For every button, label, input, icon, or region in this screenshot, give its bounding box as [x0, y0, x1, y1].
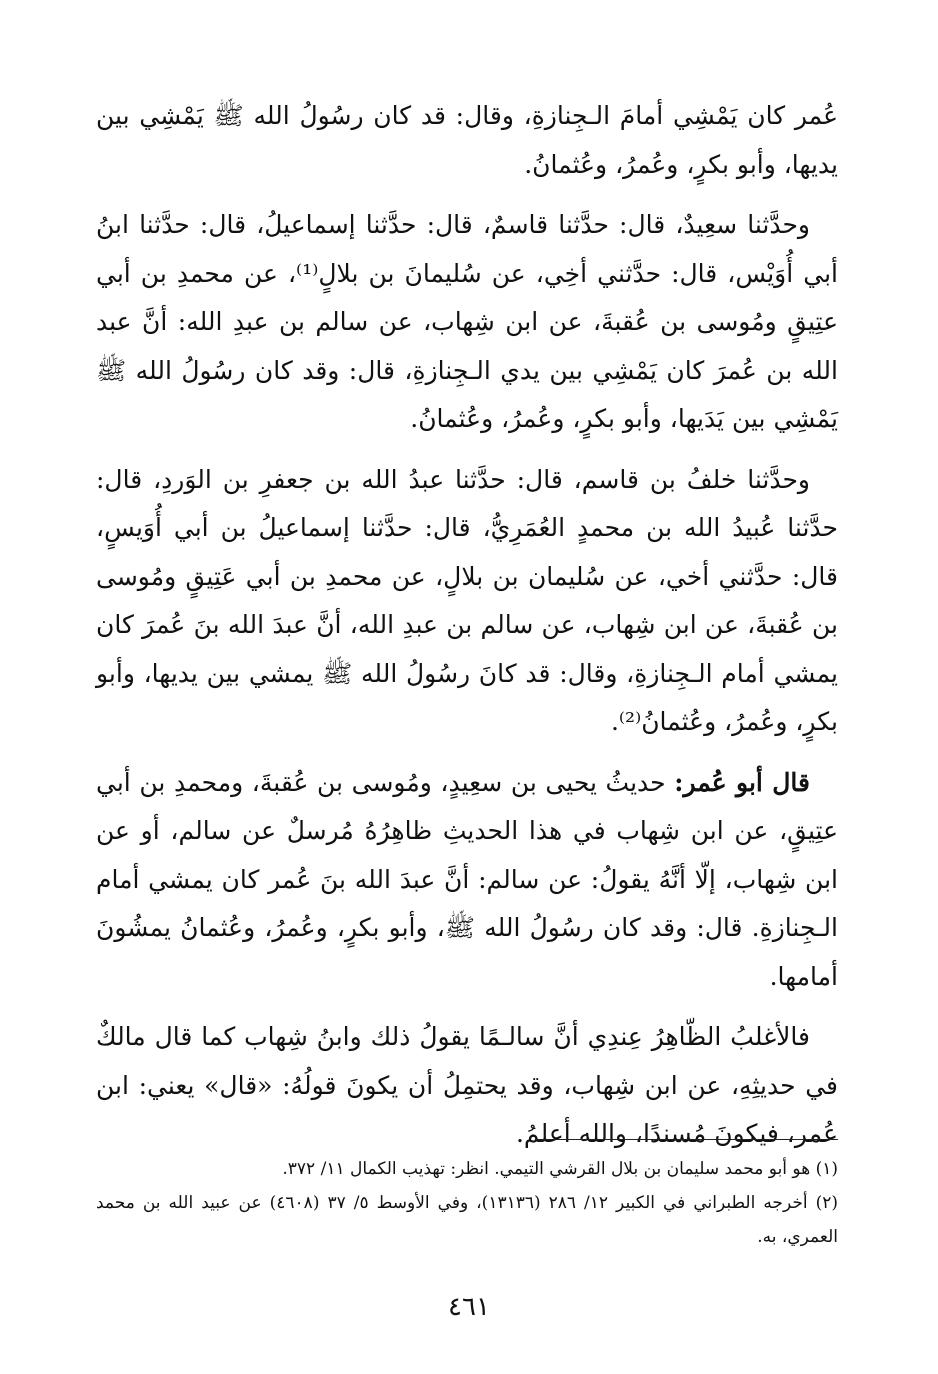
closing-paragraph: فالأغلبُ الظّاهِرُ عِندِي أنَّ سالـمًا يقولُ ذلك وابنُ شِهاب كما قال مالكٌ في حديثِهِ، عن ابن شِهاب، وقد يحتمِلُ أن يكونَ قولُهُ: «قال» يعني: ابن عُمر، فيكونَ مُسندًا، والله أعلمُ.: [96, 1022, 838, 1148]
body-paragraph-1: عُمر كان يَمْشِي أمامَ الـجِنازةِ، وقال: قد كان رسُولُ الله ﷺ يَمْشِي بين يديها، وأبو بكرٍ، وعُمرُ، وعُثمانُ.: [96, 101, 838, 179]
footnotes: [96, 1152, 838, 1254]
commentary-lead: قال أبو عُمر:: [674, 767, 810, 797]
footnote-divider: [536, 1139, 838, 1140]
footnote-1: (١) هو أبو محمد سليمان بن بلال القرشي التيمي. انظر: تهذيب الكمال ١١/ ٣٧٢.: [282, 1159, 838, 1179]
footnote-2: (٢) أخرجه الطبراني في الكبير ١٢/ ٢٨٦ (١٣١٣٦)، وفي الأوسط ٥/ ٣٧ (٤٦٠٨) عن عبيد الله بن محمد العمري، به.: [96, 1193, 838, 1247]
commentary-paragraph: [96, 759, 838, 1002]
commentary-text: حديثُ يحيى بن سعِيدٍ، ومُوسى بن عُقبةَ، ومحمدِ بن أبي عتِيقٍ، عن ابن شِهاب في هذا الحديثِ ظاهِرُهُ مُرسلٌ عن سالم، أو عن ابن شِهاب، إلّا أنَّهُ يقولُ: عن سالم: أنَّ عبدَ الله بنَ عُمر كان يمشي أمام الـجِنازةِ. قال: وقد كان رسُولُ الله ﷺ، وأبو بكرٍ، وعُمرُ، وعُثمانُ يمشُونَ أمامها.: [96, 767, 838, 991]
body-paragraph-2: وحدَّثنا سعِيدٌ، قال: حدَّثنا قاسمٌ، قال: حدَّثنا إسماعيلُ، قال: حدَّثنا ابنُ أبي أُوَيْس، قال: حدَّثني أخِي، عن سُليمانَ بن بلالٍ⁽¹⁾، عن محمدِ بن أبي عتِيقٍ ومُوسى بن عُقبةَ، عن ابن شِهاب، عن سالم بن عبدِ الله: أنَّ عبد الله بن عُمرَ كان يَمْشِي بين يدي الـجِنازةِ، قال: وقد كان رسُولُ الله ﷺ يَمْشِي بين يَدَيها، وأبو بكرٍ، وعُمرُ، وعُثمانُ.: [96, 210, 838, 433]
page-body: [96, 92, 838, 1171]
page-number: ٤٦١: [448, 1292, 490, 1322]
body-paragraph-3: وحدَّثنا خلفُ بن قاسم، قال: حدَّثنا عبدُ الله بن جعفرِ بن الوَردِ، قال: حدَّثنا عُبيدُ الله بن محمدٍ العُمَرِيُّ، قال: حدَّثنا إسماعيلُ بن أبي أُوَيسٍ، قال: حدَّثني أخي، عن سُليمان بن بلالٍ، عن محمدِ بن أبي عَتِيقٍ ومُوسى بن عُقبةَ، عن ابن شِهاب، عن سالم بن عبدِ الله، أنَّ عبدَ الله بنَ عُمرَ كان يمشي أمام الـجِنازةِ، وقال: قد كانَ رسُولُ الله ﷺ يمشي بين يديها، وأبو بكرٍ، وعُمرُ، وعُثمانُ⁽²⁾.: [96, 464, 838, 736]
